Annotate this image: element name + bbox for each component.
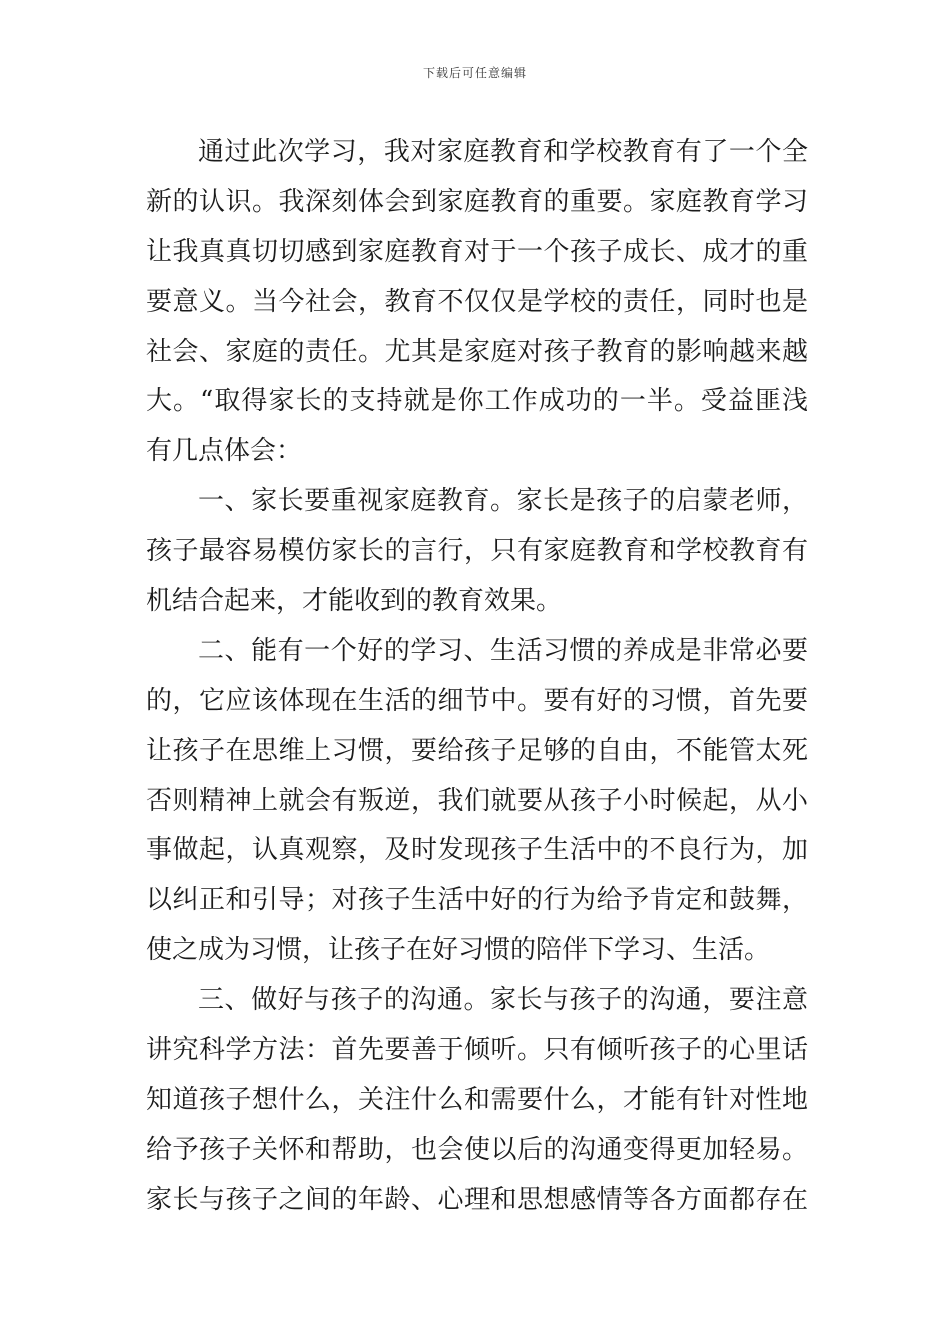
text-line: 给予孩子关怀和帮助，也会使以后的沟通变得更加轻易。 <box>146 1134 808 1165</box>
text-line: 要意义。当今社会，教育不仅仅是学校的责任，同时也是 <box>146 286 808 317</box>
text-line: 孩子最容易模仿家长的言行，只有家庭教育和学校教育有 <box>146 536 808 567</box>
text-line: 一、家长要重视家庭教育。家长是孩子的启蒙老师， <box>198 486 808 517</box>
text-line: 家长与孩子之间的年龄、心理和思想感情等各方面都存在 <box>146 1184 808 1215</box>
text-line: 以纠正和引导；对孩子生活中好的行为给予肯定和鼓舞， <box>146 885 808 916</box>
page-header: 下载后可任意编辑 <box>422 66 527 80</box>
text-line: 机结合起来，才能收到的教育效果。 <box>146 586 563 617</box>
text-line: 社会、家庭的责任。尤其是家庭对孩子教育的影响越来越 <box>146 336 808 367</box>
text-line: 有几点体会： <box>146 436 303 467</box>
text-line: 让我真真切切感到家庭教育对于一个孩子成长、成才的重 <box>146 236 808 267</box>
text-line: 三、做好与孩子的沟通。家长与孩子的沟通，要注意 <box>198 985 808 1016</box>
document-body <box>146 128 808 1226</box>
text-line: 讲究科学方法：首先要善于倾听。只有倾听孩子的心里话 <box>146 1035 808 1066</box>
text-line: 的，它应该体现在生活的细节中。要有好的习惯，首先要 <box>146 685 808 716</box>
text-line: 使之成为习惯，让孩子在好习惯的陪伴下学习、生活。 <box>146 935 771 966</box>
text-line: 二、能有一个好的学习、生活习惯的养成是非常必要 <box>198 635 808 666</box>
text-line: 让孩子在思维上习惯，要给孩子足够的自由，不能管太死 <box>146 735 808 766</box>
text-line: 新的认识。我深刻体会到家庭教育的重要。家庭教育学习 <box>146 186 808 217</box>
text-line: 知道孩子想什么，关注什么和需要什么，才能有针对性地 <box>146 1084 808 1115</box>
text-line: 否则精神上就会有叛逆，我们就要从孩子小时候起，从小 <box>146 785 808 816</box>
text-line: 事做起，认真观察，及时发现孩子生活中的不良行为，加 <box>146 835 808 866</box>
text-line: 大。“取得家长的支持就是你工作成功的一半。受益匪浅 <box>146 386 808 417</box>
text-line: 通过此次学习，我对家庭教育和学校教育有了一个全 <box>198 137 808 167</box>
